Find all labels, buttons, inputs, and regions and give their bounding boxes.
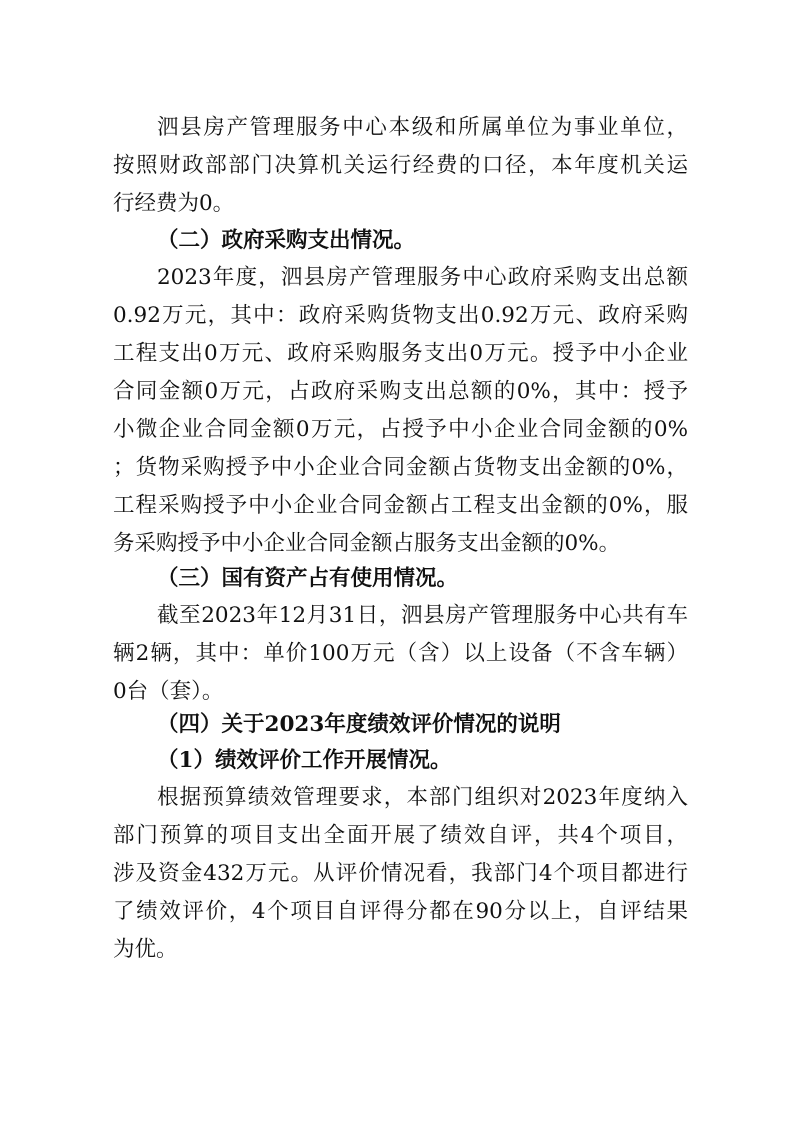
- section-heading: （四）关于2023年度绩效评价情况的说明: [157, 712, 561, 737]
- paragraph-line: 为优。: [113, 937, 178, 962]
- subsection-heading: （1）绩效评价工作开展情况。: [157, 748, 452, 773]
- paragraph-line: 泗县房产管理服务中心本级和所属单位为事业单位，: [157, 115, 688, 140]
- paragraph-line: 根据预算绩效管理要求，本部门组织对2023年度纳入: [157, 785, 688, 810]
- paragraph-line: 辆2辆，其中：单价100万元（含）以上设备（不含车辆）: [113, 641, 688, 666]
- paragraph-line: ；货物采购授予中小企业合同金额占货物支出金额的0%，: [113, 455, 688, 480]
- paragraph-line: 0.92万元，其中：政府采购货物支出0.92万元、政府采购: [113, 303, 688, 328]
- paragraph-line: 涉及资金432万元。从评价情况看，我部门4个项目都进行: [113, 861, 688, 886]
- paragraph-line: 工程支出0万元、政府采购服务支出0万元。授予中小企业: [113, 341, 688, 366]
- paragraph-line: 部门预算的项目支出全面开展了绩效自评，共4个项目，: [113, 823, 688, 848]
- paragraph-line: 合同金额0万元，占政府采购支出总额的0%，其中：授予: [113, 379, 688, 404]
- paragraph-line: 行经费为0。: [113, 191, 235, 216]
- paragraph-line: 务采购授予中小企业合同金额占服务支出金额的0%。: [113, 531, 621, 556]
- paragraph-line: 了绩效评价，4个项目自评得分都在90分以上，自评结果: [113, 899, 688, 924]
- paragraph-line: 小微企业合同金额0万元，占授予中小企业合同金额的0%: [113, 417, 688, 442]
- paragraph-line: 2023年度，泗县房产管理服务中心政府采购支出总额: [157, 265, 688, 290]
- section-heading: （二）政府采购支出情况。: [157, 228, 416, 253]
- section-heading: （三）国有资产占有使用情况。: [157, 566, 459, 591]
- paragraph-line: 截至2023年12月31日，泗县房产管理服务中心共有车: [157, 603, 688, 628]
- paragraph-line: 按照财政部部门决算机关运行经费的口径，本年度机关运: [113, 153, 688, 178]
- paragraph-line: 工程采购授予中小企业合同金额占工程支出金额的0%，服: [113, 493, 688, 518]
- paragraph-line: 0台（套）。: [113, 679, 224, 704]
